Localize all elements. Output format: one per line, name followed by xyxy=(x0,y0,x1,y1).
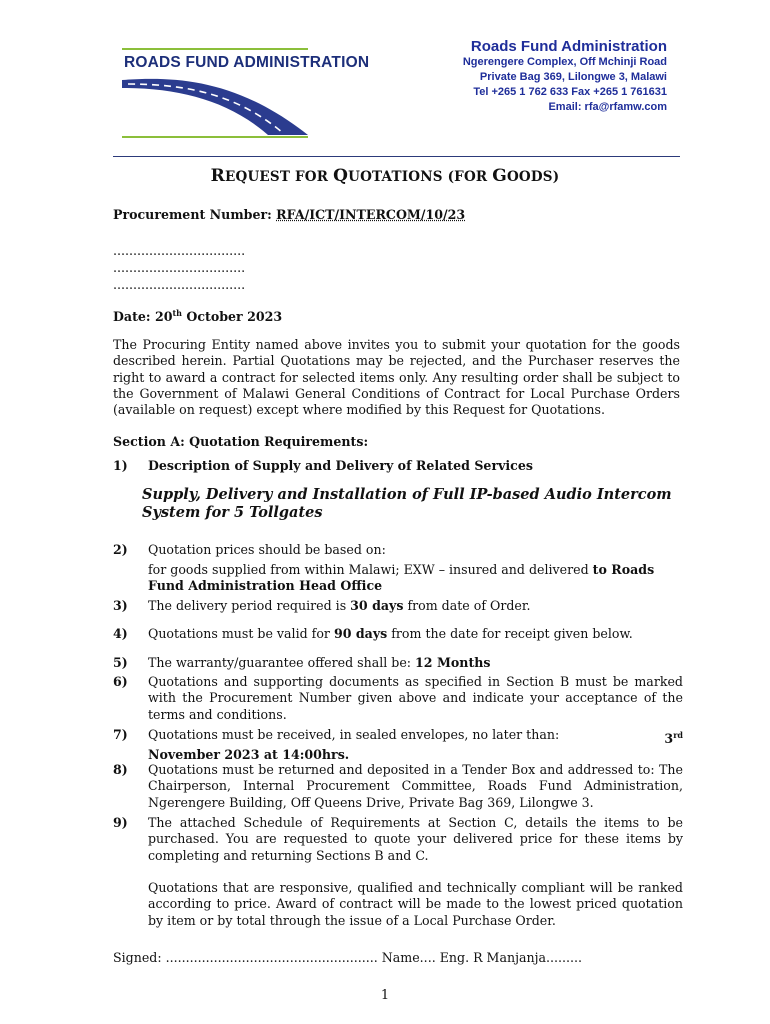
procurement-label: Procurement Number: xyxy=(113,207,277,222)
address-dots-2: ................................. xyxy=(113,260,246,275)
item-4-bold: 90 days xyxy=(333,626,388,641)
rfa-logo xyxy=(118,40,370,145)
item-3-text xyxy=(148,598,683,614)
org-header xyxy=(463,38,667,115)
item-6-text: Quotations and supporting documents as specified in Section B must be marked with the Procurement Number given above and indicate your acceptance of the terms and conditions. xyxy=(148,674,683,722)
procurement-line xyxy=(113,207,465,223)
item-2-sub-bold: to Roads Fund Administration Head Office xyxy=(148,562,655,594)
item-7-part: Quotations must be received, in sealed envelopes, no later than: xyxy=(148,727,560,742)
title-part: OODS) xyxy=(506,169,560,185)
procurement-number: RFA/ICT/INTERCOM/10/23 xyxy=(276,207,466,222)
title-part: EQUEST FOR xyxy=(225,169,334,185)
signature-line: Signed: ..................................................... Name.... Eng. R Manjanja......... xyxy=(113,950,583,965)
org-address-1: Ngerengere Complex, Off Mchinji Road xyxy=(462,56,667,68)
date-label: Date: 20 xyxy=(113,309,173,325)
item-3-number: 3) xyxy=(113,598,128,613)
item-3-part: from date of Order. xyxy=(403,598,531,613)
item-5-bold: 12 Months xyxy=(415,655,491,670)
item-2-number: 2) xyxy=(113,542,128,557)
item-1-number: 1) xyxy=(113,458,128,473)
org-phone: Tel +265 1 762 633 Fax +265 1 761631 xyxy=(473,86,667,98)
title-part: G xyxy=(492,166,507,186)
header-divider xyxy=(113,156,680,157)
org-address-2: Private Bag 369, Lilongwe 3, Malawi xyxy=(479,71,667,83)
item-7-number: 7) xyxy=(113,727,128,742)
intro-paragraph: The Procuring Entity named above invites you to submit your quotation for the goods described herein. Partial Quotations may be rejected, and the Purchaser reserves the right to award a contract for selected items only. Any resulting order shall be subject to the Government of Malawi General Conditions of Contract for Local Purchase Orders (available on request) except where modified by this Request for Quotations. xyxy=(113,337,680,418)
page-number: 1 xyxy=(380,988,390,1003)
address-dots-3: ................................. xyxy=(113,277,246,292)
item-7-text xyxy=(148,727,683,764)
date-sup: th xyxy=(172,308,182,318)
date-line xyxy=(113,305,282,325)
item-5-part: The warranty/guarantee offered shall be: xyxy=(148,655,416,670)
page-title xyxy=(0,166,770,186)
closing-paragraph: Quotations that are responsive, qualified and technically compliant will be ranked according to price. Award of contract will be made to the lowest priced quotation by item or by total through the issue of a Local Purchase Order. xyxy=(148,880,683,928)
logo-text: ROADS FUND ADMINISTRATION xyxy=(124,54,370,71)
item-6-number: 6) xyxy=(113,674,128,689)
item-7-day: 3 xyxy=(664,731,674,747)
item-2-sub-text: for goods supplied from within Malawi; EXW – insured and delivered xyxy=(148,562,593,577)
item-5-text xyxy=(148,655,683,671)
item-9-number: 9) xyxy=(113,815,128,830)
item-4-text xyxy=(148,626,683,642)
item-8-text: Quotations must be returned and deposited in a Tender Box and addressed to: The Chairperson, Internal Procurement Committee, Roads Fund Administration, Ngerengere Building, Off Queens Drive, Private Bag 369, Lilongwe 3. xyxy=(148,762,683,810)
section-a-heading: Section A: Quotation Requirements: xyxy=(113,434,369,449)
item-7-deadline: November 2023 at 14:00hrs. xyxy=(148,747,350,763)
item-9-text: The attached Schedule of Requirements at Section C, details the items to be purchased. You are requested to quote your delivered price for these items by completing and returning Sections B and C. xyxy=(148,815,683,863)
item-8-number: 8) xyxy=(113,762,128,777)
item-7-sup: rd xyxy=(673,730,683,740)
item-5-number: 5) xyxy=(113,655,128,670)
date-rest: October 2023 xyxy=(182,309,283,325)
item-4-part: Quotations must be valid for xyxy=(148,626,334,641)
title-part: R xyxy=(210,166,225,186)
item-2-text: Quotation prices should be based on: xyxy=(148,542,386,557)
item-3-bold: 30 days xyxy=(350,598,404,613)
item-4-part: from the date for receipt given below. xyxy=(387,626,633,641)
supply-title: Supply, Delivery and Installation of Full IP-based Audio Intercom System for 5 Tollgates xyxy=(142,486,672,521)
item-3-part: The delivery period required is xyxy=(148,598,351,613)
org-email: Email: rfa@rfamw.com xyxy=(548,101,667,113)
item-1-text: Description of Supply and Delivery of Related Services xyxy=(148,458,533,473)
item-2-sub xyxy=(148,562,683,595)
address-dots-1: ................................. xyxy=(113,243,246,258)
item-4-number: 4) xyxy=(113,626,128,641)
title-part: Q xyxy=(333,166,349,186)
org-name: Roads Fund Administration xyxy=(470,38,667,55)
title-part: UOTATIONS (FOR xyxy=(348,169,493,185)
